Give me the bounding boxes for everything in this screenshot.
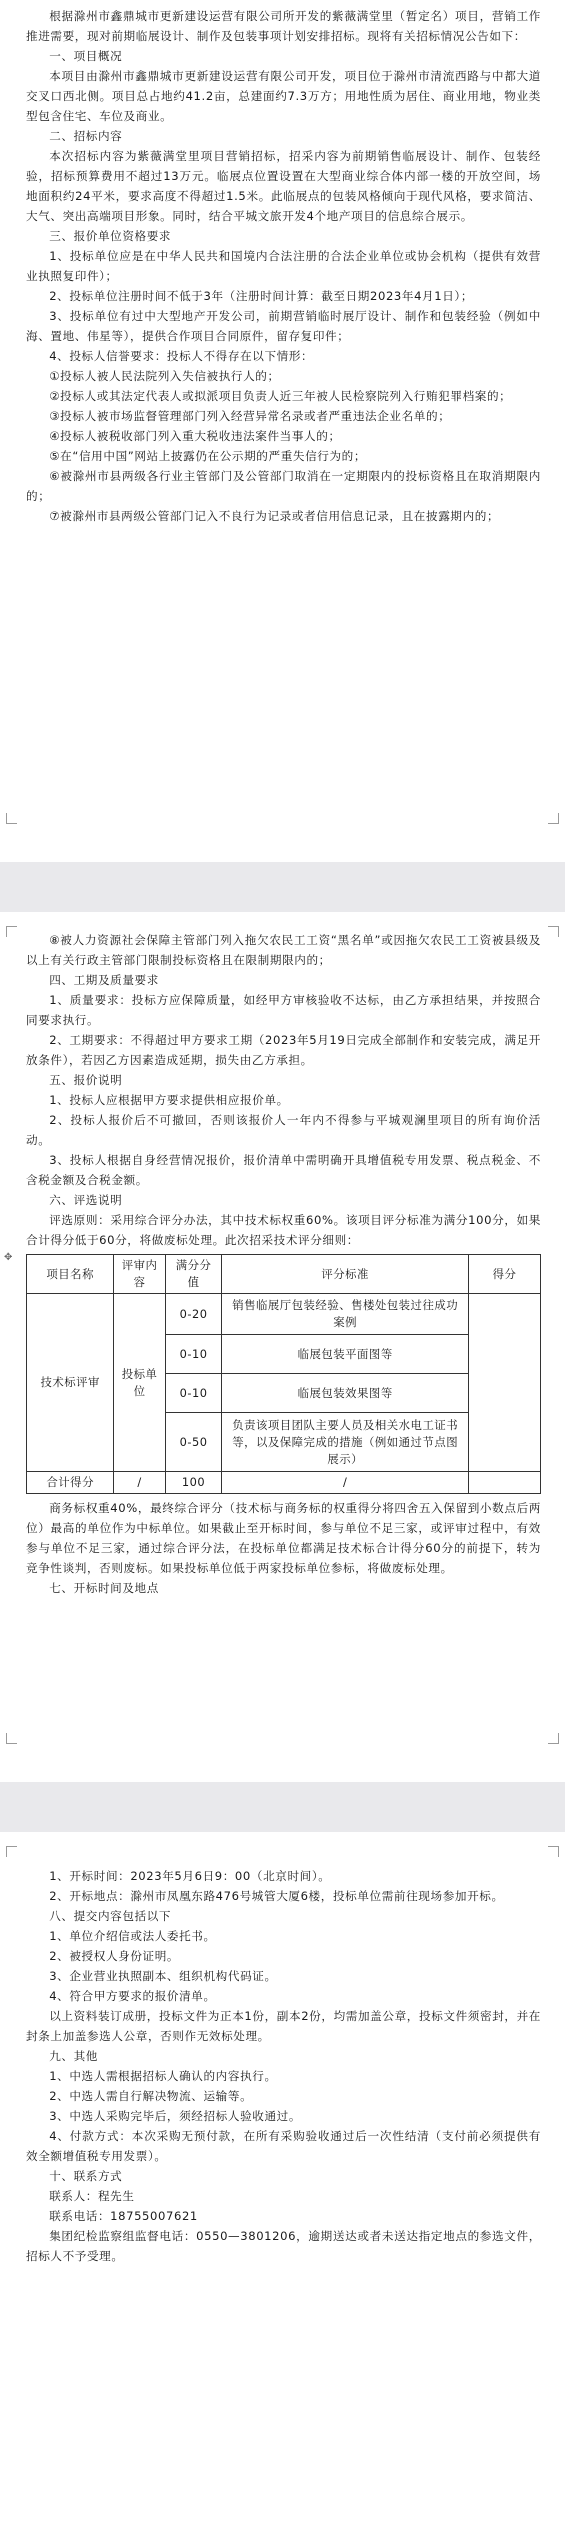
paragraph: ①投标人被人民法院列入失信被执行人的； <box>49 369 280 383</box>
paragraph: 2、被授权人身份证明。 <box>49 1949 180 1963</box>
page-3-body <box>26 1832 541 2266</box>
technical-scoring-table <box>26 1254 541 1494</box>
standard-cell: 临展包装平面图等 <box>222 1335 469 1374</box>
paragraph: 本项目由滁州市鑫鼎城市更新建设运营有限公司开发，项目位于滁州市清流西路与中都大道交叉口西北侧。项目总占地约41.2亩，总建面约7.3万方；用地性质为居住、商业用地，物业类型包含住宅、车位及商业。 <box>26 69 541 123</box>
total-content-cell: / <box>114 1472 165 1494</box>
section-heading: 四、工期及质量要求 <box>49 973 159 987</box>
crop-mark-top-left <box>6 1846 17 1857</box>
paragraph: 联系人：程先生 <box>49 2189 135 2203</box>
section-heading: 五、报价说明 <box>49 1073 123 1087</box>
table-total-row <box>27 1472 541 1494</box>
paragraph: 联系电话：18755007621 <box>49 2209 198 2223</box>
total-label-cell: 合计得分 <box>27 1472 114 1494</box>
score-cell: 0-20 <box>165 1294 222 1335</box>
paragraph: 2、投标人报价后不可撤回，否则该报价人一年内不得参与平城观澜里项目的所有询价活动。 <box>26 1113 541 1147</box>
crop-mark-top-right <box>548 926 559 937</box>
total-blank-cell <box>469 1472 541 1494</box>
table-header-row <box>27 1255 541 1294</box>
score-cell: 0-10 <box>165 1374 222 1413</box>
paragraph: 1、中选人需根据招标人确认的内容执行。 <box>49 2069 277 2083</box>
score-cell: 0-10 <box>165 1335 222 1374</box>
section-heading: 一、项目概况 <box>49 49 123 63</box>
crop-mark-bottom-right <box>548 813 559 824</box>
document-page-2 <box>0 912 565 1782</box>
crop-mark-bottom-right <box>548 1733 559 1744</box>
paragraph: 3、企业营业执照副本、组织机构代码证。 <box>49 1969 277 1983</box>
table-move-handle-icon[interactable]: ✥ <box>4 1252 13 1263</box>
paragraph: 以上资料装订成册，投标文件为正本1份，副本2份，均需加盖公章，投标文件须密封，并在封条上加盖参选人公章，否则作无效标处理。 <box>26 2009 541 2043</box>
paragraph: 4、投标人信誉要求：投标人不得存在以下情形： <box>49 349 314 363</box>
section-heading: 九、其他 <box>49 2049 98 2063</box>
paragraph: ②投标人或其法定代表人或拟派项目负责人近三年被人民检察院列入行贿犯罪档案的； <box>49 389 512 403</box>
score-blank-cell <box>469 1294 541 1472</box>
table-row <box>27 1294 541 1335</box>
paragraph: 评选原则：采用综合评分办法，其中技术标权重60%。该项目评分标准为满分100分，如果合计得分低于60分，将做废标处理。此次招采技术评分细则： <box>26 1213 541 1247</box>
document-page-1 <box>0 0 565 862</box>
paragraph: 4、付款方式：本次采购无预付款，在所有采购验收通过后一次性结清（支付前必须提供有效全额增值税专用发票）。 <box>26 2129 541 2163</box>
paragraph: ⑥被滁州市县两级各行业主管部门及公管部门取消在一定期限内的投标资格且在取消期限内的； <box>26 469 541 503</box>
paragraph: 商务标权重40%，最终综合评分（技术标与商务标的权重得分将四舍五入保留到小数点后两位）最高的单位作为中标单位。如果截止至开标时间，参与单位不足三家，或评审过程中，有效参与单位不足三家，通过综合评分法，在投标单位都满足技术标合计得分60分的前提下，转为竞争性谈判，否则废标。如果投标单位低于两家投标单位参标，将做废标处理。 <box>26 1501 541 1575</box>
crop-mark-top-right <box>548 1846 559 1857</box>
section-heading: 三、报价单位资格要求 <box>49 229 172 243</box>
section-heading: 八、提交内容包括以下 <box>49 1909 172 1923</box>
item-name-cell: 技术标评审 <box>27 1294 114 1472</box>
header-standard: 评分标准 <box>222 1255 469 1294</box>
section-heading: 六、评选说明 <box>49 1193 123 1207</box>
paragraph: 2、投标单位注册时间不低于3年（注册时间计算：截至日期2023年4月1日）； <box>49 289 474 303</box>
paragraph: 2、中选人需自行解决物流、运输等。 <box>49 2089 253 2103</box>
paragraph: 1、质量要求：投标方应保障质量，如经甲方审核验收不达标，由乙方承担结果，并按照合同要求执行。 <box>26 993 541 1027</box>
crop-mark-bottom-left <box>6 813 17 824</box>
total-standard-cell: / <box>222 1472 469 1494</box>
paragraph: ③投标人被市场监督管理部门列入经营异常名录或者严重违法企业名单的； <box>49 409 451 423</box>
content-cell: 投标单位 <box>114 1294 165 1472</box>
paragraph: 1、开标时间：2023年5月6日9：00（北京时间）。 <box>49 1869 331 1883</box>
paragraph: ④投标人被税收部门列入重大税收违法案件当事人的； <box>49 429 341 443</box>
paragraph: 4、符合甲方要求的报价清单。 <box>49 1989 216 2003</box>
header-score: 得分 <box>469 1255 541 1294</box>
page-2-body <box>4 912 541 1598</box>
header-full-score: 满分分值 <box>165 1255 222 1294</box>
document-page-3 <box>0 1832 565 2530</box>
paragraph: ⑤在“信用中国”网站上披露仍在公示期的严重失信行为的； <box>49 449 367 463</box>
section-heading: 七、开标时间及地点 <box>49 1581 159 1595</box>
paragraph: 3、投标单位有过中大型地产开发公司，前期营销临时展厅设计、制作和包装经验（例如中海、置地、伟星等），提供合作项目合同原件，留存复印件； <box>26 309 541 343</box>
section-heading: 十、联系方式 <box>49 2169 123 2183</box>
header-content: 评审内容 <box>114 1255 165 1294</box>
paragraph: 1、投标人应根据甲方要求提供相应报价单。 <box>49 1093 289 1107</box>
score-cell: 0-50 <box>165 1413 222 1472</box>
paragraph: 2、工期要求：不得超过甲方要求工期（2023年5月19日完成全部制作和安装完成，满足开放条件），若因乙方因素造成延期，损失由乙方承担。 <box>26 1033 541 1067</box>
section-heading: 二、招标内容 <box>49 129 123 143</box>
page-2-paragraphs-before-table <box>26 930 541 1250</box>
paragraph: ⑧被人力资源社会保障主管部门列入拖欠农民工工资“黑名单”或因拖欠农民工工资被县级及以上有关行政主管部门限制投标资格且在限制期限内的； <box>26 933 541 967</box>
paragraph: 3、投标人根据自身经营情况报价，报价清单中需明确开具增值税专用发票、税点税金、不含税金额及合税金额。 <box>26 1153 541 1187</box>
paragraph: ⑦被滁州市县两级公管部门记入不良行为记录或者信用信息记录，且在披露期内的； <box>49 509 500 523</box>
page-1-body <box>26 0 541 526</box>
header-item-name: 项目名称 <box>27 1255 114 1294</box>
paragraph: 1、单位介绍信或法人委托书。 <box>49 1929 216 1943</box>
paragraph: 1、投标单位应是在中华人民共和国境内合法注册的合法企业单位或协会机构（提供有效营业执照复印件）； <box>26 249 541 283</box>
standard-cell: 销售临展厅包装经验、售楼处包装过往成功案例 <box>222 1294 469 1335</box>
standard-cell: 临展包装效果图等 <box>222 1374 469 1413</box>
crop-mark-top-left <box>6 926 17 937</box>
page-2-paragraphs-after-table <box>26 1498 541 1598</box>
paragraph: 2、开标地点：滁州市凤凰东路476号城管大厦6楼，投标单位需前往现场参加开标。 <box>49 1889 504 1903</box>
crop-mark-bottom-left <box>6 1733 17 1744</box>
paragraph: 本次招标内容为紫薇满堂里项目营销招标，招采内容为前期销售临展设计、制作、包装经验，招标预算费用不超过13万元。临展点位置设置在大型商业综合体内部一楼的开放空间，场地面积约24平米，要求高度不得超过1.5米。此临展点的包装风格倾向于现代风格，要求简洁、大气、突出高端项目形象。同时，结合平城文旅开发4个地产项目的信息综合展示。 <box>26 149 541 223</box>
paragraph: 3、中选人采购完毕后，须经招标人验收通过。 <box>49 2109 302 2123</box>
total-score-cell: 100 <box>165 1472 222 1494</box>
paragraph: 根据滁州市鑫鼎城市更新建设运营有限公司所开发的紫薇满堂里（暂定名）项目，营销工作推进需要，现对前期临展设计、制作及包装事项计划安排招标。现将有关招标情况公告如下： <box>26 9 541 43</box>
standard-cell: 负责该项目团队主要人员及相关水电工证书等，以及保障完成的措施（例如通过节点图展示） <box>222 1413 469 1472</box>
paragraph: 集团纪检监察组监督电话：0550—3801206，逾期送达或者未送达指定地点的参选文件，招标人不予受理。 <box>26 2229 541 2263</box>
table-wrapper <box>4 1252 541 1494</box>
